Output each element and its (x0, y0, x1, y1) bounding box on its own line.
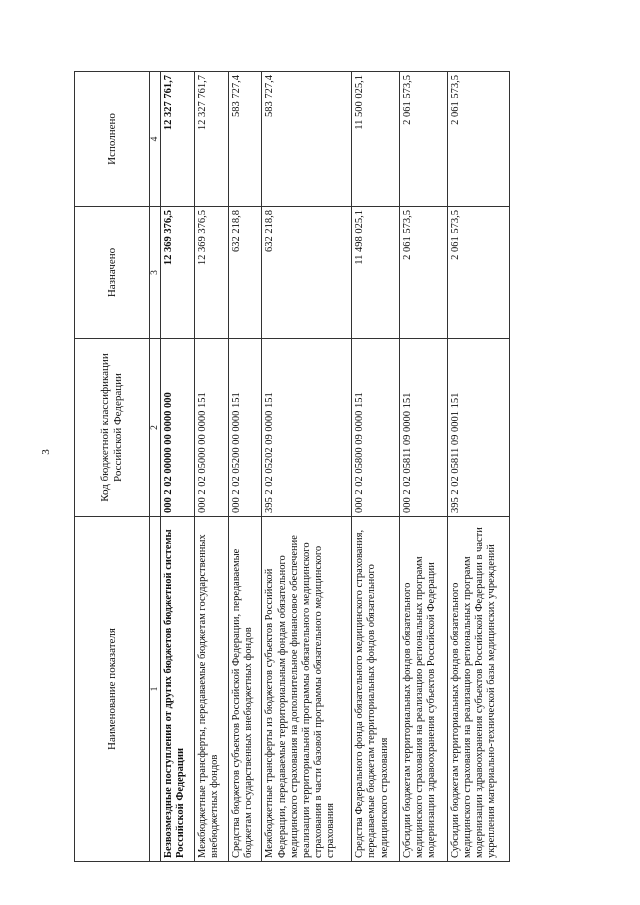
row-planned: 632 218,8 (228, 207, 262, 339)
row-code: 000 2 02 05811 09 0000 151 (400, 339, 448, 517)
table-row (448, 72, 510, 862)
table-row (262, 72, 352, 862)
row-executed: 12 327 761,7 (161, 72, 195, 207)
report-table-container (74, 72, 510, 862)
row-executed: 2 061 573,5 (400, 72, 448, 207)
row-executed: 12 327 761,7 (194, 72, 228, 207)
column-number: 2 (150, 339, 161, 517)
table-row (352, 72, 400, 862)
row-name: Межбюджетные трансферты, передаваемые бюджетам государственных внебюджетных фондов (194, 517, 228, 862)
column-number: 4 (150, 72, 161, 207)
table-header-row (75, 72, 150, 862)
row-code: 395 2 02 05202 09 0000 151 (262, 339, 352, 517)
row-code: 000 2 02 05000 00 0000 151 (194, 339, 228, 517)
row-name: Субсидии бюджетам территориальных фондов обязательного медицинского страхования на реализацию региональных программ модернизации здравоохранения субъектов Российской Федерации (400, 517, 448, 862)
row-planned: 12 369 376,5 (194, 207, 228, 339)
header-executed: Исполнено (75, 72, 150, 207)
header-planned: Назначено (75, 207, 150, 339)
row-name: Средства Федерального фонда обязательного медицинского страхования, передаваемые бюджетам территориальных фондов обязательного медицинского страхования (352, 517, 400, 862)
row-executed: 2 061 573,5 (448, 72, 510, 207)
header-name: Наименование показателя (75, 517, 150, 862)
table-row (400, 72, 448, 862)
column-number: 3 (150, 207, 161, 339)
row-name: Субсидии бюджетам территориальных фондов обязательного медицинского страхования на реализацию региональных программ модернизации здравоохранения субъектов Российской Федерации в части укрепления материально-технической базы медицинских учреждений (448, 517, 510, 862)
row-planned: 11 498 025,1 (352, 207, 400, 339)
table-row (194, 72, 228, 862)
table-row (228, 72, 262, 862)
row-executed: 583 727,4 (228, 72, 262, 207)
row-executed: 583 727,4 (262, 72, 352, 207)
row-planned: 632 218,8 (262, 207, 352, 339)
row-name: Средства бюджетов субъектов Российской Федерации, передаваемые бюджетам государственных внебюджетных фондов (228, 517, 262, 862)
row-planned: 2 061 573,5 (400, 207, 448, 339)
table-row (161, 72, 195, 862)
row-planned: 12 369 376,5 (161, 207, 195, 339)
row-name: Межбюджетные трансферты из бюджетов субъектов Российской Федерации, передаваемые территориальным фондам обязательного медицинского страхования на дополнительное финансовое обеспечение реализации территориальной программы обязательного медицинского страхования в части базовой программы обязательного медицинского страхования (262, 517, 352, 862)
row-name: Безвозмездные поступления от других бюджетов бюджетной системы Российской Федерации (161, 517, 195, 862)
row-code: 395 2 02 05811 09 0001 151 (448, 339, 510, 517)
header-code: Код бюджетной классификации Российской Федерации (75, 339, 150, 517)
budget-income-table (74, 71, 510, 862)
row-code: 000 2 02 05200 00 0000 151 (228, 339, 262, 517)
row-executed: 11 500 025,1 (352, 72, 400, 207)
column-number-row (150, 72, 161, 862)
column-number: 1 (150, 517, 161, 862)
row-code: 000 2 02 05800 09 0000 151 (352, 339, 400, 517)
page-number: 3 (40, 449, 52, 455)
row-code: 000 2 02 00000 00 0000 000 (161, 339, 195, 517)
row-planned: 2 061 573,5 (448, 207, 510, 339)
